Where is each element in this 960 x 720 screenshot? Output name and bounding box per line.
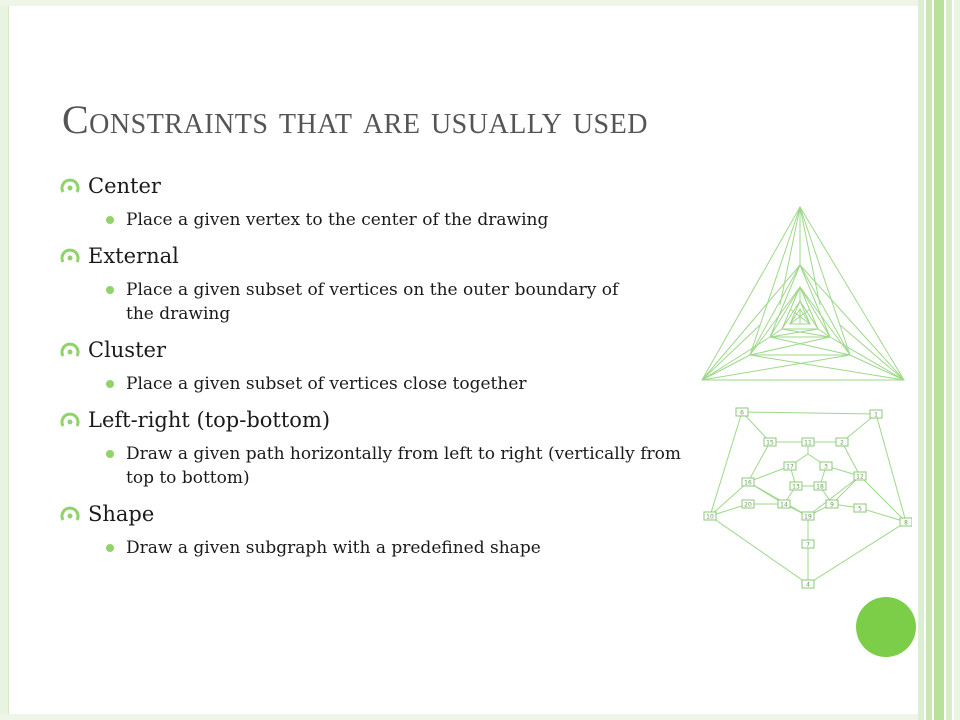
bullet-shape <box>60 500 710 528</box>
right-stripe-3 <box>934 0 944 720</box>
graph-vertex-label: 5 <box>858 505 862 513</box>
right-stripe-5 <box>954 0 960 720</box>
sub-bullet <box>60 536 710 560</box>
graph-vertex-label: 20 <box>744 501 752 509</box>
graph-vertex-label: 6 <box>740 409 744 417</box>
graph-vertex-label: 13 <box>792 483 800 491</box>
graph-vertex <box>802 540 814 549</box>
bullet-label: Shape <box>88 502 155 526</box>
sub-bullet-dot <box>106 216 114 224</box>
decorative-green-circle <box>856 597 916 657</box>
graph-vertex-label: 7 <box>806 541 810 549</box>
sub-bullet <box>60 278 619 326</box>
sub-bullet-dot <box>106 450 114 458</box>
graph-vertex <box>790 482 802 491</box>
sub-bullet <box>60 442 710 490</box>
sub-bullet <box>60 208 710 232</box>
pentagon-graph-figure <box>700 404 912 590</box>
graph-vertex <box>704 512 716 521</box>
graph-vertex-label: 16 <box>744 479 752 487</box>
graph-vertex <box>826 500 838 509</box>
bullet-label: Left-right (top-bottom) <box>88 408 331 432</box>
graph-vertex <box>742 478 754 487</box>
graph-vertex-label: 12 <box>856 473 864 481</box>
graph-vertex-label: 10 <box>706 513 714 521</box>
bullet-icon <box>60 504 80 524</box>
graph-vertex-label: 19 <box>804 513 812 521</box>
graph-vertex <box>802 512 814 521</box>
graph-vertex <box>784 462 796 471</box>
bullet-icon <box>60 246 80 266</box>
graph-vertex <box>764 438 776 447</box>
sub-bullet-text: Draw a given path horizontally from left to right (vertically from top to bottom) <box>126 444 681 488</box>
bullet-icon <box>60 410 80 430</box>
graph-vertex <box>778 500 790 509</box>
graph-vertex <box>802 438 814 447</box>
right-stripe-1 <box>918 0 924 720</box>
bullet-cluster <box>60 336 710 364</box>
bullet-icon <box>60 340 80 360</box>
sub-bullet-dot <box>106 544 114 552</box>
slide-frame-bottom <box>0 714 920 720</box>
bullet-label: External <box>88 244 179 268</box>
sub-bullet-text: Place a given subset of vertices on the outer boundary of the drawing <box>126 280 619 324</box>
graph-vertex-label: 15 <box>766 439 774 447</box>
bullet-external <box>60 242 710 270</box>
triangle-graph-edges <box>702 207 904 380</box>
bullet-left-right <box>60 406 710 434</box>
graph-vertex-label: 8 <box>904 519 908 527</box>
graph-vertex <box>854 472 866 481</box>
bullet-label: Center <box>88 174 161 198</box>
graph-vertex-label: 2 <box>840 439 844 447</box>
slide-title: Constraints that are usually used <box>62 97 648 142</box>
sub-bullet-text: Place a given vertex to the center of the drawing <box>126 210 549 230</box>
graph-vertex-label: 1 <box>874 411 878 419</box>
graph-vertex <box>802 580 814 589</box>
graph-vertex <box>742 500 754 509</box>
graph-vertex-label: 4 <box>806 581 810 589</box>
graph-vertex-label: 11 <box>804 439 812 447</box>
graph-vertex-label: 14 <box>780 501 788 509</box>
graph-vertex-label: 9 <box>830 501 834 509</box>
sub-bullet-dot <box>106 286 114 294</box>
graph-vertex <box>820 462 832 471</box>
sub-bullet-text: Place a given subset of vertices close together <box>126 374 527 394</box>
triangle-graph-figure <box>700 205 910 385</box>
graph-vertex <box>900 518 912 527</box>
sub-bullet-text: Draw a given subgraph with a predefined shape <box>126 538 541 558</box>
slide-frame-top <box>0 0 920 6</box>
graph-vertex-label: 17 <box>786 463 794 471</box>
right-stripe-2 <box>926 0 932 720</box>
bullet-center <box>60 172 710 200</box>
graph-vertex-label: 3 <box>824 463 828 471</box>
graph-vertex <box>736 408 748 417</box>
slide-frame-left <box>0 0 9 720</box>
sub-bullet <box>60 372 710 396</box>
graph-vertex <box>814 482 826 491</box>
sub-bullet-dot <box>106 380 114 388</box>
graph-vertex-label: 18 <box>816 483 824 491</box>
graph-vertex <box>870 410 882 419</box>
right-stripe-4 <box>946 0 952 720</box>
graph-vertex <box>854 504 866 513</box>
bullet-list <box>60 172 710 570</box>
bullet-icon <box>60 176 80 196</box>
graph-vertex <box>836 438 848 447</box>
bullet-label: Cluster <box>88 338 166 362</box>
